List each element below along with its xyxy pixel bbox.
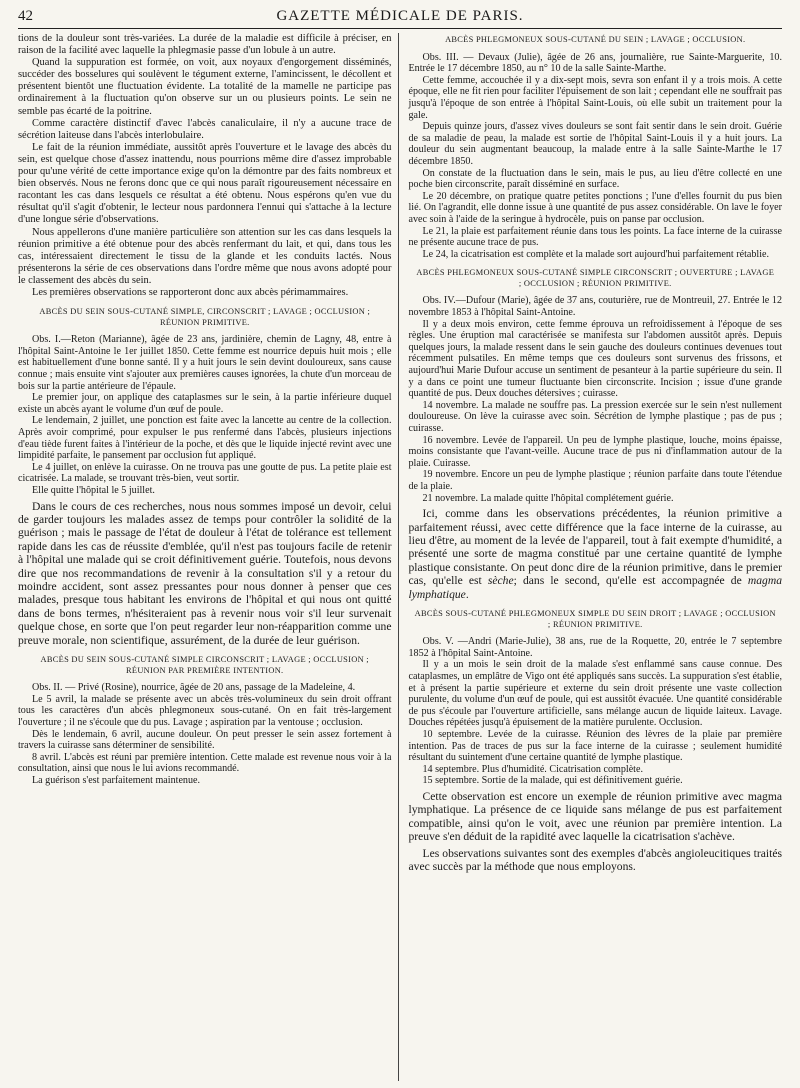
observation-paragraph: Obs. I.—Reton (Marianne), âgée de 23 ans, jardinière, chemin de Lagny, 48, entre à l'hôpital Saint-Antoine le 1er juillet 1850. Cette femme est nourrice depuis huit mois ; elle est habituellement d'une bonne santé. Il y a huit jours le sein devint douloureux, sans cause connue ; mais ensuite vint s'ajouter aux premières causes ignorées, la chute d'un morceau de bois sur la partie antérieure de l'épaule. bbox=[18, 334, 392, 392]
observation-paragraph: Il y a un mois le sein droit de la malade s'est enflammé sans cause connue. Des cataplasmes, un emplâtre de Vigo ont été appliqués sans succès. La suppuration s'est établie, et à présent la partie supérieure et externe du sein droit présente une vaste collection purulente, du volume d'un œuf de poule, qui est aussitôt évacuée. Une quantité considérable de pus s'écoule par l'ouverture artificielle, sans mélange aucun de liquide laiteux. Lavage. Douches répétées jusqu'à épuisement de la matière purulente. Occlusion. bbox=[408, 659, 782, 729]
observation-paragraph: Dès le lendemain, 6 avril, aucune douleur. On peut presser le sein assez fortement à travers la cuirasse sans déterminer de sensibilité. bbox=[18, 728, 392, 752]
observation-paragraph: Le 5 avril, la malade se présente avec un abcès très-volumineux du sein droit offrant tous les caractères d'un abcès phlegmoneux sous-cutané. On en fait très-largement l'ouverture ; il ne s'écoule que du pus. Lavage ; aspiration par la ventouse ; occlusion. bbox=[18, 693, 392, 728]
observation-paragraph: Obs. II. — Privé (Rosine), nourrice, âgée de 20 ans, passage de la Madeleine, 4. bbox=[32, 682, 356, 694]
paragraph: Le fait de la réunion immédiate, aussitôt après l'ouverture et le lavage des abcès du sein, est quelque chose d'assez inattendu, nous pourrions même dire d'assez improbable pour qu'une vérité de cette importance exige qu'on la démontre par des faits nombreux et bien observés. Nous ne ferons donc que ce qui nous paraît rigoureusement nécessaire en racontant les cas dans lesquels ce résultat a été obtenu. Nous espérons qu'en vue du résultat qu'il s'agit d'obtenir, le lecteur nous pardonnera l'ennui qui s'attache à la lecture d'une longue série d'observations. bbox=[18, 141, 392, 226]
observation-paragraph: Elle quitte l'hôpital le 5 juillet. bbox=[32, 484, 155, 496]
paragraph: Dans le cours de ces recherches, nous nous sommes imposé un devoir, celui de garder toujours les malades assez de temps pour contrôler la solidité de la guérison ; mais le passage de l'état de douleur à l'état de tolérance est tellement rapide dans les cas de réussite d'emblée, qu'il n'est pas toujours facile de retenir à l'hôpital une malade qui se croit définitivement guérie. Toutefois, nous devons dire que nos recommandations de revenir à la consultation s'il y a retour du moindre accident, sont assez pressantes pour nous donner à penser que ces malades, presque tous habitant les environs de l'hôpital et qui nous ont quitté dans de bons termes, n'hésiteraient pas à revenir nous voir s'il leur survenait quelque chose, en sorte que l'on peut regarder leur non-réapparition comme une preuve morale, non scientifique, assurément, de la durée de leur guérison. bbox=[18, 499, 392, 647]
page-header bbox=[18, 6, 782, 29]
emphasis: sèche bbox=[487, 574, 514, 588]
observation-paragraph: 10 septembre. Levée de la cuirasse. Réunion des lèvres de la plaie par première intention. Pas de traces de pus sur la face interne de la cuirasse ; seulement humidité résultant du suintement d'une certaine quantité de lymphe plastique. bbox=[408, 728, 782, 764]
observation-paragraph: 14 septembre. Plus d'humidité. Cicatrisation complète. bbox=[422, 763, 643, 775]
observation-paragraph: Le 21, la plaie est parfaitement réunie dans tous les points. La face interne de la cuirasse ne présente aucune trace de pus. bbox=[408, 225, 782, 249]
journal-title: GAZETTE MÉDICALE DE PARIS. bbox=[276, 8, 524, 24]
section-heading: ABCÈS PHLEGMONEUX SOUS-CUTANÉ SIMPLE CIRCONSCRIT ; OUVERTURE ; LAVAGE ; OCCLUSION ; RÉUNION PRIMITIVE. bbox=[416, 268, 775, 288]
paragraph: tions de la douleur sont très-variées. La durée de la maladie est difficile à préciser, en raison de la facilité avec laquelle la phlegmasie passe d'un lobule à un autre. bbox=[18, 33, 392, 57]
observation-paragraph: Le lendemain, 2 juillet, une ponction est faite avec la lancette au centre de la collection. Après avoir comprimé, pour expulser le pus renfermé dans l'abcès, plusieurs injections d'eau tiède furent faites à l'intérieur de la poche, et dès que le liquide injecté revint avec une limpidité parfaite, le pansement par occlusion fut appliqué. bbox=[18, 415, 392, 462]
observation-paragraph: Il y a deux mois environ, cette femme éprouva un refroidissement à l'époque de ses règles. Une éruption mal caractérisée se manifesta sur l'abdomen aussitôt après. Depuis quelques jours, la malade ressent dans le sein gauche des douleurs continues devenues tout récemment pulsatiles. En même temps que ces douleurs sont survenus des frissons, et aujourd'hui Marie Dufour accuse un sentiment de pesanteur à la partie supérieure du sein. Il y a dans ce point une tumeur fluctuante bien circonscrite. Incision ; issue d'une grande quantité de pus. Deux douches détersives ; cuirasse. bbox=[408, 318, 782, 400]
observation-paragraph: 21 novembre. La malade quitte l'hôpital complétement guérie. bbox=[422, 492, 674, 504]
paragraph: Comme caractère distinctif d'avec l'abcès canaliculaire, il n'y a aucune trace de sécrétion laiteuse dans l'abcès interlobulaire. bbox=[18, 117, 392, 141]
section-heading: ABCÈS SOUS-CUTANÉ PHLEGMONEUX SIMPLE DU SEIN DROIT ; LAVAGE ; OCCLUSION ; RÉUNION PRIMITIVE. bbox=[414, 609, 776, 629]
observation-paragraph: Cette femme, accouchée il y a dix-sept mois, sevra son enfant il y a trois mois. A cette époque, elle ne fit rien pour faciliter l'épuisement de son lait ; cependant elle ne souffrait pas jusqu'à l'époque de son entrée à l'hôpital Saint-Louis, où elle subit un traitement pour la gale. bbox=[408, 74, 782, 121]
text-run: ; dans le second, qu'elle est accompagnée de bbox=[513, 574, 742, 588]
observation-paragraph: 16 novembre. Levée de l'appareil. Un peu de lymphe plastique, louche, moins épaisse, moins consistante que l'avant-veille. Aucune trace de pus ni d'inflammation autour de la plaie. Cuirasse. bbox=[408, 434, 782, 469]
observation-paragraph: 8 avril. L'abcès est réuni par première intention. Cette malade est revenue nous voir à la consultation, ainsi que nous le lui avions recommandé. bbox=[18, 751, 392, 775]
page-number: 42 bbox=[18, 8, 33, 24]
right-column bbox=[407, 33, 783, 1081]
paragraph: Quand la suppuration est formée, on voit, aux noyaux d'engorgement disséminés, succéder des bosselures qui soulèvent le tégument externe, l'amincissent, le décollent et présentent bientôt une fluctuation évidente. La totalité de la mamelle ne participe pas ordinairement à la fluctuation qu'on observe sur un ou plusieurs points. Le sein ne semble pas écarté de la poitrine. bbox=[18, 57, 392, 117]
paragraph: Cette observation est encore un exemple de réunion primitive avec magma lymphatique. La présence de ce liquide sans mélange de pus est parfaitement compatible, ainsi qu'on le voit, avec une réunion par première intention. La preuve s'en déduit de la rapidité avec laquelle la cicatrisation s'achève. bbox=[408, 789, 782, 844]
section-heading: ABCÈS DU SEIN SOUS-CUTANÉ SIMPLE, CIRCONSCRIT ; LAVAGE ; OCCLUSION ; RÉUNION PRIMITIVE. bbox=[39, 307, 371, 327]
observation-paragraph: Obs. III. — Devaux (Julie), âgée de 26 ans, journalière, rue Sainte-Marguerite, 10. Entrée le 17 décembre 1850, au n° 10 de la salle Sainte-Marthe. bbox=[408, 51, 782, 75]
observation-paragraph: 19 novembre. Encore un peu de lymphe plastique ; réunion parfaite dans toute l'étendue de la plaie. bbox=[408, 469, 782, 492]
observation-paragraph: 14 novembre. La malade ne souffre pas. La pression exercée sur le sein n'est nullement douloureuse. On lève la cuirasse avec soin. Sécrétion de lymphe plastique ; pas de pus ; cuirasse. bbox=[408, 399, 782, 434]
section-heading: ABCÈS PHLEGMONEUX SOUS-CUTANÉ DU SEIN ; LAVAGE ; OCCLUSION. bbox=[445, 35, 746, 44]
observation-paragraph: On constate de la fluctuation dans le sein, mais le pus, au lieu d'être collecté en une poche bien circonscrite, paraît disséminé en surface. bbox=[408, 167, 782, 191]
emphasis: magma lymphatique bbox=[408, 574, 782, 601]
observation-paragraph: Le 24, la cicatrisation est complète et la malade sort aujourd'hui parfaitement rétablie. bbox=[422, 248, 770, 260]
paragraph bbox=[409, 507, 783, 601]
paragraph: Nous appellerons d'une manière particulière son attention sur les cas dans lesquels la réunion primitive a été obtenue pour des abcès renfermant du lait, et qui, dans tous les cas, intéressaient directement le tissu de la glande et les conduits lactés. Nous présenterons la série de ces observations dans l'ordre même que nous avons adopté pour le classement des abcès du sein. bbox=[18, 226, 392, 286]
observation-paragraph: Le premier jour, on applique des cataplasmes sur le sein, à la partie inférieure duquel existe un abcès ayant le volume d'un œuf de poule. bbox=[18, 392, 392, 415]
observation-paragraph: Obs. V. —Andri (Marie-Julie), 38 ans, rue de la Roquette, 20, entrée le 7 septembre 1852 à l'hôpital Saint-Antoine. bbox=[408, 636, 782, 659]
observation-paragraph: Obs. IV.—Dufour (Marie), âgée de 37 ans, couturière, rue de Montreuil, 27. Entrée le 12 novembre 1853 à l'hôpital Saint-Antoine. bbox=[408, 295, 782, 319]
section-heading: ABCÈS DU SEIN SOUS-CUTANÉ SIMPLE CIRCONSCRIT ; LAVAGE ; OCCLUSION ; RÉUNION PAR PREMIÈRE INTENTION. bbox=[40, 655, 369, 675]
observation-paragraph: Le 20 décembre, on pratique quatre petites ponctions ; l'une d'elles fournit du pus bien lié. On l'agrandit, elle donne issue à une quantité de pus assez considérable. On lave le foyer avec soin à l'aide de la seringue à hydrocèle, puis on panse par occlusion. bbox=[408, 190, 782, 225]
observation-paragraph: 15 septembre. Sortie de la malade, qui est définitivement guérie. bbox=[422, 775, 683, 787]
observation-paragraph: Le 4 juillet, on enlève la cuirasse. On ne trouva pas une goutte de pus. La petite plaie est cicatrisée. La malade, se trouvant très-bien, veut sortir. bbox=[18, 461, 392, 485]
observation-paragraph: Depuis quinze jours, d'assez vives douleurs se sont fait sentir dans le sein droit. Guérie de sa maladie de peau, la malade est sortie de l'hôpital Saint-Louis il y a huit jours. La douleur du sein augmentant beaucoup, la malade entre à la salle Sainte-Marthe le 17 décembre 1850. bbox=[408, 121, 782, 167]
text-columns bbox=[18, 33, 782, 1081]
left-column bbox=[18, 33, 399, 1081]
paragraph: Les observations suivantes sont des exemples d'abcès angioleucitiques traités avec succès par la méthode que nous employons. bbox=[408, 846, 782, 873]
paragraph: Les premières observations se rapporteront donc aux abcès périmammaires. bbox=[32, 286, 349, 298]
observation-paragraph: La guérison s'est parfaitement maintenue. bbox=[32, 774, 201, 786]
text-run: Ici, comme dans les observations précédentes, la réunion primitive a parfaitement réussi, avec cette différence que la face interne de la cuirasse, au lieu d'être, au moment de la levée de l'appareil, tout à fait exempte d'humidité, a présenté une sorte de magma constitué par une certaine quantité de lymphe plastique consistante. On peut donc dire de la réunion primitive, dans le premier cas, qu'elle est bbox=[408, 507, 782, 588]
text-run: . bbox=[465, 587, 469, 601]
